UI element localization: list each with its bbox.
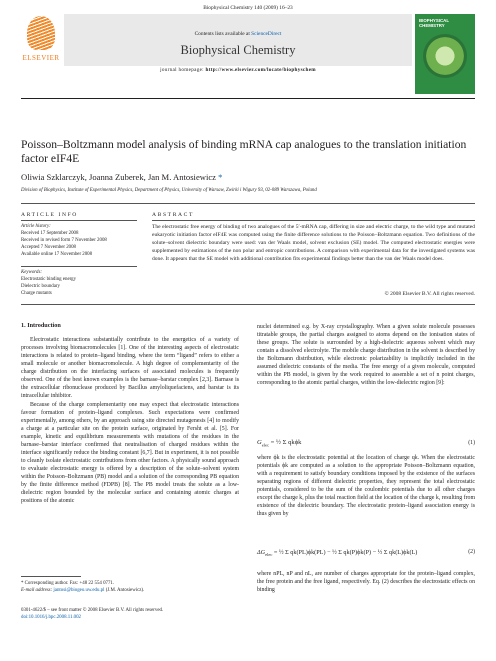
intro-left-column bbox=[21, 336, 239, 505]
intro-paragraph-1: Electrostatic interactions substantially contribute to the energetics of a variety of processes involving biomacromolecules [1]. One of the interesting aspects of electrostatic interactions is related to protein–ligand binding, where the term “ligand” refers to either a small molecule or another biomacromolecule. A high degree of complementarity of the charge distribution on the interfacing surfaces of associated molecules is frequently observed. One of the best known examples is the barnase–barstar complex [2,3]. Barnase is the extracellular ribonuclease produced by Bacillus amyloliquefaciens, and barstar is its intracellular inhibitor. bbox=[21, 337, 239, 400]
intro-right-paragraph-2: where ϕk is the electrostatic potential at the location of charge qk. When the electrostatic potentials ϕk are computed as a solution to the appropriate Poisson–Boltzmann equation, with a requirement to satisfy boundary conditions imposed by the existence of the surfaces separating regions of different dielectric properties, they represent the total electrostatic potentials, considered to be the sum of the coulombic potentials due to all other charges except the charge k, plus the total reaction field at the location of the charge k, resulting from existence of the dielectric boundary. The electrostatic protein–ligand association energy is thus given by bbox=[257, 455, 475, 518]
journal-banner bbox=[64, 14, 412, 73]
contents-prefix: Contents lists available at bbox=[194, 31, 252, 37]
abstract-text: The electrostatic free energy of binding of two analogues of the 5′-mRNA cap, differing in size and electric charge, to the wild type and mutated eukaryotic initiation factor eIF4E was computed using the finite difference solutions to the Poisson–Boltzmann equation. Two definitions of the solute–solvent dielectric boundary were used: van der Waals model, solvent exclusion (SE) model. The computed electrostatic energies were supplemented by estimations of the non polar and entropic contributions. A comparison with experimental data for the investigated systems was done. It appears that the SE model with additional contribution fits experimental findings better than the van der Waals model does. bbox=[152, 224, 475, 262]
history-revised: Received in revised form 7 November 2008 bbox=[21, 238, 107, 244]
section-heading: 1. Introduction bbox=[21, 322, 61, 329]
abstract-heading: ABSTRACT bbox=[152, 212, 195, 218]
equation-number: (2) bbox=[468, 549, 475, 555]
keywords bbox=[21, 269, 137, 297]
sciencedirect-link[interactable]: ScienceDirect bbox=[251, 31, 282, 37]
elsevier-tree-icon bbox=[27, 16, 55, 50]
abstract-bottom-rule bbox=[21, 304, 475, 305]
affiliation: Division of Biophysics, Institute of Experimental Physics, Department of Physics, University of Warsaw, Zwirki i Wigury 93, 02-089 Warszawa, Poland bbox=[21, 188, 317, 193]
author-list: Oliwia Szklarczyk, Joanna Zuberek, Jan M. Antosiewicz * bbox=[21, 172, 223, 182]
intro-right-paragraph-3: where nPL, nP and nL, are number of charges appropriate for the protein–ligand complex, the free protein and the free ligand, respectively. Eq. (2) describes the electrostatic effects on binding bbox=[257, 571, 475, 594]
issn-line: 0301-4622/$ – see front matter © 2008 Elsevier B.V. All rights reserved. bbox=[21, 608, 164, 613]
keywords-rule bbox=[21, 266, 137, 267]
info-top-rule bbox=[21, 203, 475, 204]
footnote bbox=[21, 580, 239, 595]
journal-cover bbox=[415, 14, 475, 94]
elsevier-logo bbox=[21, 14, 61, 66]
homepage-url[interactable]: http://www.elsevier.com/locate/biophyschem bbox=[205, 67, 316, 73]
publisher-logo-text: ELSEVIER bbox=[22, 54, 60, 62]
corresponding-author-mark[interactable]: * bbox=[218, 172, 223, 182]
keyword-item: Dielectric boundary bbox=[21, 284, 60, 290]
history-online: Available online 17 November 2008 bbox=[21, 252, 93, 258]
history-received: Received 17 September 2008 bbox=[21, 231, 79, 237]
abstract-copyright: © 2008 Elsevier B.V. All rights reserved. bbox=[384, 291, 475, 297]
journal-homepage bbox=[64, 67, 412, 73]
journal-name: Biophysical Chemistry bbox=[180, 43, 296, 57]
history-label: Article history: bbox=[21, 224, 51, 229]
info-rule-left bbox=[21, 220, 137, 221]
cover-title: BIOPHYSICAL CHEMISTRY bbox=[419, 18, 450, 29]
doi-link[interactable]: doi:10.1016/j.bpc.2008.11.002 bbox=[21, 615, 81, 621]
intro-paragraph-2: Because of the charge complementarity one may expect that electrostatic interactions favour formation of protein–ligand complexes. Such expectations were confirmed experimentally, among others, by an approach using site directed mutagenesis [4] to modify a charge at a particular site on the protein surface, originated by Fersht et al. [5]. For example, kinetic and equilibrium measurements with mutations of the residues in the barnase–barstar interface confirmed that neutralisation of charged residues within the interface significantly reduce the binding constant [6,7]. But in experiment, it is not possible to cleanly isolate electrostatic contributions from other factors. A physically sound approach to evaluate electrostatic energy is offered by a description of the solute–solvent system within the Poisson–Boltzmann (PB) model and a solution of the corresponding PB equation by the finite difference method (FDPB) [8]. The PB model treats the solute as a low-dielectric region bounded by the molecular surface and containing atomic charges at positions of the atomic bbox=[21, 401, 239, 505]
intro-right-paragraph-1: nuclei determined e.g. by X-ray crystallography. When a given solute molecule possesses titratable groups, the partial charges assigned to atoms depend on the ionisation states of these groups. The solute is surrounded by a high-dielectric aqueous solvent which may contain a dissolved electrolyte. The mobile charge distribution in the solvent is described by the Boltzmann distribution, while electronic polarizability is implicitly included in the assumed dielectric constants of the media. The free energy of a given molecule, computed within the PB model, is given by the work required to assemble a set of n point charges, corresponding to the atomic partial charges, within the low-dielectric region [9]: bbox=[257, 324, 475, 387]
homepage-label: journal homepage: bbox=[160, 67, 206, 73]
equation-2: $\Delta G_{elec}$ = ½ Σ qk(PL)ϕk(PL) − ½ Σ qk(P)ϕk(P) − ½ Σ qk(L)ϕk(L) (2) bbox=[257, 549, 475, 558]
equation-1: $G_{elec}$ = ½ Σ qkϕk (1) bbox=[257, 439, 475, 448]
article-history bbox=[21, 223, 137, 259]
keywords-label: Keywords: bbox=[21, 270, 43, 275]
email-link[interactable]: jantosi@biogeo.uw.edu.pl bbox=[53, 588, 105, 594]
keyword-item: Electrostatic binding energy bbox=[21, 277, 77, 283]
corresponding-author-note: * Corresponding author. Fax: +48 22 554 0771. bbox=[21, 581, 115, 586]
article-title: Poisson–Boltzmann model analysis of binding mRNA cap analogues to the translation initiation factor eIF4E bbox=[21, 138, 467, 166]
contents-line bbox=[64, 31, 412, 37]
keyword-item: Charge mutants bbox=[21, 291, 52, 297]
footnote-rule bbox=[21, 576, 81, 577]
header-rule bbox=[21, 98, 475, 99]
front-matter bbox=[21, 607, 239, 622]
equation-number: (1) bbox=[468, 440, 475, 446]
history-accepted: Accepted 7 November 2008 bbox=[21, 245, 77, 251]
cover-art-icon bbox=[423, 34, 467, 78]
running-head: Biophysical Chemistry 140 (2009) 16–23 bbox=[203, 5, 293, 11]
article-info-heading: ARTICLE INFO bbox=[21, 212, 78, 218]
info-rule-right bbox=[152, 220, 475, 221]
email-line: E-mail address: jantosi@biogeo.uw.edu.pl (J.M. Antosiewicz). bbox=[21, 588, 145, 594]
